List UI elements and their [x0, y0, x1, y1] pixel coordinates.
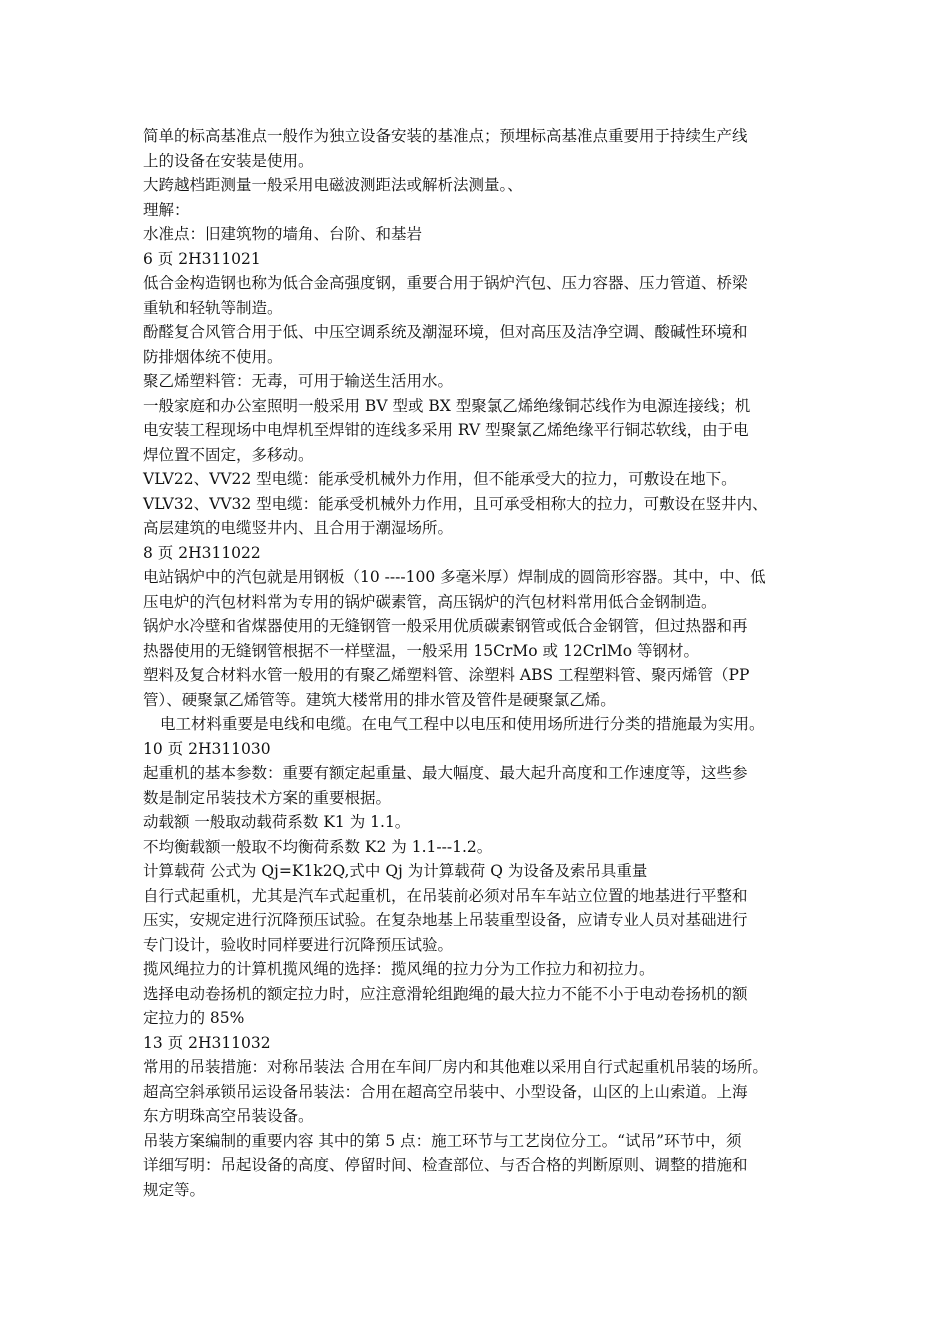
text-line-39: 常用的吊装措施：对称吊装法 合用在车间厂房内和其他难以采用自行式起重机吊装的场所。 — [143, 1058, 768, 1076]
document-page — [143, 124, 823, 1202]
text-line-40: 超高空斜承锁吊运设备吊装法：合用在超高空吊装中、小型设备，山区的上山索道。上海 — [143, 1082, 748, 1101]
text-line-21: 锅炉水冷壁和省煤器使用的无缝钢管一般采用优质碳素钢管或低合金钢管，但过热器和再 — [143, 617, 748, 635]
text-line-25: 电工材料重要是电线和电缆。在电气工程中以电压和使用场所进行分类的措施最为实用。 — [160, 715, 765, 733]
section-heading-page-6: 6 页 2H311021 — [143, 249, 261, 268]
text-line-43: 详细写明：吊起设备的高度、停留时间、检查部位、与否合格的判断原则、调整的措施和 — [143, 1156, 748, 1174]
text-line-29: 动载额 一般取动载荷系数 K1 为 1.1。 — [143, 813, 411, 831]
text-line-35: 揽风绳拉力的计算机揽风绳的选择：揽风绳的拉力分为工作拉力和初拉力。 — [143, 960, 655, 978]
section-heading-page-13: 13 页 2H311032 — [143, 1033, 271, 1052]
text-line-37: 定拉力的 85% — [143, 1009, 245, 1027]
text-line-14: 焊位置不固定，多移动。 — [143, 445, 314, 464]
text-line-2: 上的设备在安装是使用。 — [143, 151, 314, 170]
text-line-9: 酚醛复合风管合用于低、中压空调系统及潮湿环境，但对高压及洁净空调、酸碱性环境和 — [143, 323, 748, 341]
text-line-36: 选择电动卷扬机的额定拉力时，应注意滑轮组跑绳的最大拉力不能不小于电动卷扬机的额 — [143, 984, 748, 1003]
section-heading-page-8: 8 页 2H311022 — [143, 543, 261, 562]
text-line-19: 电站锅炉中的汽包就是用钢板（10 ----100 多毫米厚）焊制成的圆筒形容器。其中，中、低 — [143, 568, 766, 586]
text-line-10: 防排烟体统不使用。 — [143, 347, 283, 366]
text-line-4: 理解： — [143, 200, 190, 219]
text-line-13: 电安装工程现场中电焊机至焊钳的连线多采用 RV 型聚氯乙烯绝缘平行铜芯软线，由于电 — [143, 421, 749, 439]
text-line-15: VLV22、VV22 型电缆：能承受机械外力作用，但不能承受大的拉力，可敷设在地下。 — [143, 470, 737, 488]
text-line-5: 水准点：旧建筑物的墙角、台阶、和基岩 — [143, 225, 423, 243]
section-heading-page-10: 10 页 2H311030 — [143, 739, 271, 758]
text-line-32: 自行式起重机，尤其是汽车式起重机，在吊装前必须对吊车车站立位置的地基进行平整和 — [143, 886, 748, 905]
text-line-41: 东方明珠高空吊装设备。 — [143, 1107, 314, 1125]
text-line-16: VLV32、VV32 型电缆：能承受机械外力作用，且可承受相称大的拉力，可敷设在竖井内、 — [143, 494, 768, 513]
text-line-24: 管）、硬聚氯乙烯管等。建筑大楼常用的排水管及管件是硬聚氯乙烯。 — [143, 690, 616, 709]
text-line-28: 数是制定吊装技术方案的重要根据。 — [143, 788, 392, 807]
text-line-8: 重轨和轻轨等制造。 — [143, 298, 283, 317]
text-line-17: 高层建筑的电缆竖井内、且合用于潮湿场所。 — [143, 519, 454, 537]
text-line-44: 规定等。 — [143, 1180, 206, 1199]
text-line-42: 吊装方案编制的重要内容 其中的第 5 点：施工环节与工艺岗位分工。“试吊”环节中，须 — [143, 1131, 742, 1150]
text-line-27: 起重机的基本参数：重要有额定起重量、最大幅度、最大起升高度和工作速度等，这些参 — [143, 764, 748, 782]
text-line-33: 压实，安规定进行沉降预压试验。在复杂地基上吊装重型设备，应请专业人员对基础进行 — [143, 911, 748, 929]
text-line-31: 计算载荷 公式为 Qj=K1k2Q,式中 Qj 为计算载荷 Q 为设备及索吊具重量 — [143, 862, 648, 880]
text-line-1: 简单的标高基准点一般作为独立设备安装的基准点；预埋标高基准点重要用于持续生产线 — [143, 127, 748, 145]
text-line-20: 压电炉的汽包材料常为专用的锅炉碳素管，高压锅炉的汽包材料常用低合金钢制造。 — [143, 592, 717, 611]
text-line-22: 热器使用的无缝钢管根据不一样壁温，一般采用 15CrMo 或 12CrlMo 等钢材。 — [143, 641, 700, 660]
text-line-34: 专门设计，验收时同样要进行沉降预压试验。 — [143, 935, 454, 954]
text-line-7: 低合金构造钢也称为低合金高强度钢，重要合用于锅炉汽包、压力容器、压力管道、桥梁 — [143, 274, 748, 292]
text-line-30: 不均衡载额一般取不均衡荷系数 K2 为 1.1---1.2。 — [143, 837, 493, 856]
text-line-12: 一般家庭和办公室照明一般采用 BV 型或 BX 型聚氯乙烯绝缘铜芯线作为电源连接线；机 — [143, 396, 751, 415]
text-line-3: 大跨越档距测量一般采用电磁波测距法或解析法测量。、 — [143, 176, 523, 194]
text-line-11: 聚乙烯塑料管：无毒，可用于输送生活用水。 — [143, 372, 454, 390]
text-line-23: 塑料及复合材料水管一般用的有聚乙烯塑料管、涂塑料 ABS 工程塑料管、聚丙烯管（PP — [143, 666, 750, 684]
